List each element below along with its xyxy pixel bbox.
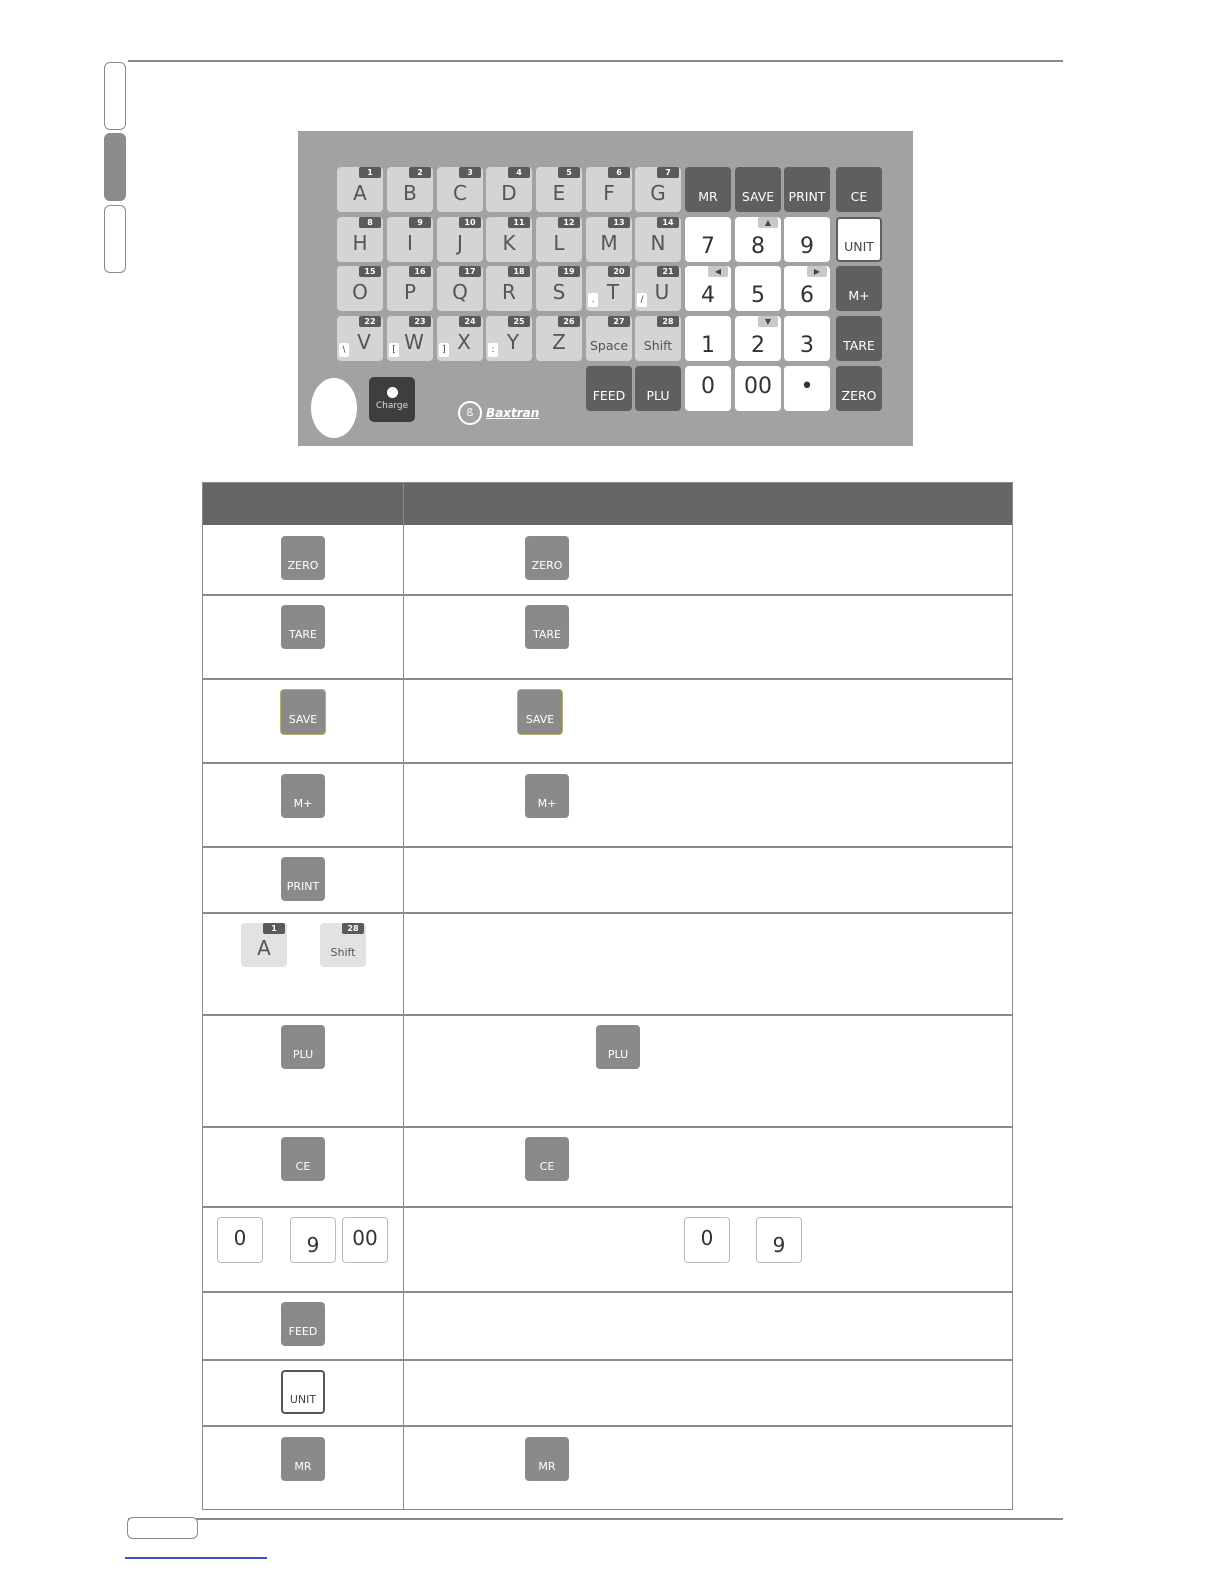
row-divider — [203, 1291, 1012, 1293]
digit-0-key-icon: 0 — [217, 1217, 263, 1263]
key-number-badge: 7 — [657, 167, 679, 178]
footer-rule — [128, 1518, 1063, 1520]
alpha-key-w-label: W — [404, 329, 424, 354]
alpha-key-o-label: O — [352, 279, 368, 304]
alpha-key-q-label: Q — [452, 279, 468, 304]
alpha-key-p[interactable] — [387, 266, 433, 311]
alpha-key-g-label: G — [650, 180, 666, 205]
page-number-box — [127, 1517, 198, 1539]
plu-key-icon: PLU — [281, 1025, 325, 1069]
alpha-key-x-label: X — [457, 329, 471, 354]
alpha-key-e[interactable] — [536, 167, 582, 212]
decimal-point-key-label: • — [800, 374, 814, 399]
zero-key-inline-icon: ZERO — [525, 536, 569, 580]
mr-key-icon: MR — [281, 1437, 325, 1481]
digit-1-key[interactable] — [685, 316, 731, 361]
side-tab-1[interactable] — [104, 62, 126, 130]
alpha-key-a-icon: 1 A — [241, 923, 287, 967]
key-number-badge: 25 — [508, 316, 530, 327]
key-symbol: ] — [439, 343, 449, 357]
feed-key-label: FEED — [592, 388, 626, 403]
tare-key[interactable] — [836, 316, 882, 361]
zero-key-icon: ZERO — [281, 536, 325, 580]
print-key-icon: PRINT — [281, 857, 325, 901]
alpha-key-shift-label: Shift — [643, 338, 673, 353]
alpha-key-d[interactable] — [486, 167, 532, 212]
ce-key[interactable] — [836, 167, 882, 212]
digit-00-key-label: 00 — [744, 374, 772, 399]
alpha-key-r[interactable] — [486, 266, 532, 311]
save-key[interactable] — [735, 167, 781, 212]
alpha-key-v-label: V — [357, 329, 371, 354]
key-number-badge: 20 — [608, 266, 630, 277]
row-divider — [203, 846, 1012, 848]
key-number-badge: 23 — [409, 316, 431, 327]
alpha-key-j[interactable] — [437, 217, 483, 262]
digit-7-key-label: 7 — [701, 234, 715, 259]
key-number-badge: 3 — [459, 167, 481, 178]
alpha-key-z[interactable] — [536, 316, 582, 361]
alpha-key-w[interactable] — [387, 316, 433, 361]
arrow-down-icon: ▼ — [758, 316, 778, 327]
column-divider — [403, 483, 404, 1509]
alpha-key-c-label: C — [453, 180, 467, 205]
unit-key-label: UNIT — [844, 239, 874, 254]
key-symbol: . — [588, 293, 598, 307]
alpha-key-y[interactable] — [486, 316, 532, 361]
key-number-badge: 9 — [409, 217, 431, 228]
key-number-badge: 1 — [263, 923, 285, 934]
alpha-key-j-label: J — [457, 230, 463, 255]
alpha-key-z-label: Z — [552, 329, 566, 354]
ce-key-inline-icon: CE — [525, 1137, 569, 1181]
key-number-badge: 16 — [409, 266, 431, 277]
key-number-badge: 6 — [608, 167, 630, 178]
alpha-key-t[interactable] — [586, 266, 632, 311]
digit-5-key-label: 5 — [751, 283, 765, 308]
digit-9-inline-icon: 9 — [756, 1217, 802, 1263]
digit-4-key-label: 4 — [701, 283, 715, 308]
charge-indicator — [369, 377, 415, 422]
alpha-key-h-label: H — [352, 230, 368, 255]
plu-key-label: PLU — [646, 388, 670, 403]
row-divider — [203, 1126, 1012, 1128]
side-tab-2-active[interactable] — [104, 133, 126, 201]
key-number-badge: 15 — [359, 266, 381, 277]
table-header — [203, 483, 1012, 525]
row-divider — [203, 1425, 1012, 1427]
digit-8-key-label: 8 — [751, 234, 765, 259]
arrow-left-icon: ◀ — [708, 266, 728, 277]
digit-00-key[interactable] — [735, 366, 781, 411]
digit-00-key-icon: 00 — [342, 1217, 388, 1263]
key-number-badge: 26 — [558, 316, 580, 327]
ce-key-label: CE — [850, 189, 868, 204]
alpha-key-n-label: N — [650, 230, 666, 255]
key-number-badge: 2 — [409, 167, 431, 178]
alpha-key-i[interactable] — [387, 217, 433, 262]
feed-key[interactable] — [586, 366, 632, 411]
alpha-key-shift[interactable] — [635, 316, 681, 361]
alpha-key-m[interactable] — [586, 217, 632, 262]
alpha-key-g[interactable] — [635, 167, 681, 212]
alpha-key-c[interactable] — [437, 167, 483, 212]
alpha-key-o[interactable] — [337, 266, 383, 311]
ce-key-icon: CE — [281, 1137, 325, 1181]
key-number-badge: 13 — [608, 217, 630, 228]
alpha-key-k[interactable] — [486, 217, 532, 262]
save-key-label: SAVE — [741, 189, 775, 204]
brand-logo — [458, 401, 539, 425]
mplus-key-icon: M+ — [281, 774, 325, 818]
save-key-inline-icon: SAVE — [517, 689, 563, 735]
digit-9-key-label: 9 — [800, 234, 814, 259]
tare-key-label: TARE — [843, 338, 875, 353]
digit-2-key-label: 2 — [751, 333, 765, 358]
alpha-key-b-label: B — [403, 180, 417, 205]
print-key[interactable] — [784, 167, 830, 212]
alpha-key-space-label: Space — [589, 338, 629, 353]
row-divider — [203, 762, 1012, 764]
alpha-key-f-label: F — [603, 180, 615, 205]
digit-3-key-label: 3 — [800, 333, 814, 358]
key-number-badge: 1 — [359, 167, 381, 178]
tare-key-inline-icon: TARE — [525, 605, 569, 649]
alpha-key-n[interactable] — [635, 217, 681, 262]
alpha-key-p-label: P — [403, 279, 417, 304]
digit-0-key[interactable] — [685, 366, 731, 411]
alpha-key-t-label: T — [606, 279, 620, 304]
row-divider — [203, 678, 1012, 680]
alpha-key-f[interactable] — [586, 167, 632, 212]
alpha-key-a[interactable] — [337, 167, 383, 212]
row-divider — [203, 1014, 1012, 1016]
alpha-key-i-label: I — [407, 230, 413, 255]
alpha-key-l[interactable] — [536, 217, 582, 262]
zero-key-label: ZERO — [841, 388, 877, 403]
key-number-badge: 5 — [558, 167, 580, 178]
alpha-key-k-label: K — [502, 230, 516, 255]
alpha-key-v[interactable] — [337, 316, 383, 361]
charge-led-icon — [387, 387, 398, 398]
key-number-badge: 24 — [459, 316, 481, 327]
alpha-key-h[interactable] — [337, 217, 383, 262]
key-number-badge: 19 — [558, 266, 580, 277]
arrow-right-icon: ▶ — [807, 266, 827, 277]
key-number-badge: 28 — [657, 316, 679, 327]
key-symbol: [ — [389, 343, 399, 357]
key-symbol: : — [488, 343, 498, 357]
digit-9-key-icon: 9 — [290, 1217, 336, 1263]
key-number-badge: 27 — [608, 316, 630, 327]
alpha-key-b[interactable] — [387, 167, 433, 212]
decimal-point-key[interactable] — [784, 366, 830, 411]
unit-key[interactable] — [836, 217, 882, 262]
key-number-badge: 22 — [359, 316, 381, 327]
digit-3-key[interactable] — [784, 316, 830, 361]
key-number-badge: 14 — [657, 217, 679, 228]
alpha-key-a-label: A — [353, 180, 367, 205]
key-symbol: / — [637, 293, 647, 307]
alpha-key-s[interactable] — [536, 266, 582, 311]
zero-key[interactable] — [836, 366, 882, 411]
digit-7-key[interactable] — [685, 217, 731, 262]
print-key-label: PRINT — [788, 189, 826, 204]
key-number-badge: 21 — [657, 266, 679, 277]
brand-name: Baxtran — [486, 406, 540, 420]
row-divider — [203, 912, 1012, 914]
row-divider — [203, 1359, 1012, 1361]
alpha-key-u[interactable] — [635, 266, 681, 311]
footer-link[interactable] — [125, 1557, 267, 1559]
digit-5-key[interactable] — [735, 266, 781, 311]
row-divider — [203, 1206, 1012, 1208]
mr-key-label: MR — [698, 189, 718, 204]
key-number-badge: 4 — [508, 167, 530, 178]
arrow-up-icon: ▲ — [758, 217, 778, 228]
alpha-key-q[interactable] — [437, 266, 483, 311]
key-number-badge: 17 — [459, 266, 481, 277]
shift-key-icon: 28 Shift — [320, 923, 366, 967]
key-symbol: \ — [339, 343, 349, 357]
side-tab-3[interactable] — [104, 205, 126, 273]
digit-1-key-label: 1 — [701, 333, 715, 358]
key-number-badge: 11 — [508, 217, 530, 228]
header-rule — [128, 60, 1063, 62]
feed-key-icon: FEED — [281, 1302, 325, 1346]
digit-0-key-label: 0 — [701, 374, 715, 399]
digit-6-key-label: 6 — [800, 283, 814, 308]
key-number-badge: 28 — [342, 923, 364, 934]
brand-mark-icon: ß — [458, 401, 482, 425]
mplus-key-inline-icon: M+ — [525, 774, 569, 818]
alpha-key-r-label: R — [502, 279, 516, 304]
key-number-badge: 12 — [558, 217, 580, 228]
mplus-key-label: M+ — [848, 288, 870, 303]
alpha-key-y-label: Y — [506, 329, 520, 354]
alpha-key-d-label: D — [501, 180, 517, 205]
alpha-key-space[interactable] — [586, 316, 632, 361]
mr-key-inline-icon: MR — [525, 1437, 569, 1481]
key-number-badge: 10 — [459, 217, 481, 228]
row-divider — [203, 594, 1012, 596]
charge-label: Charge — [375, 401, 409, 411]
plu-key[interactable] — [635, 366, 681, 411]
alpha-key-l-label: L — [553, 230, 565, 255]
unit-key-icon: UNIT — [281, 1370, 325, 1414]
plu-key-inline-icon: PLU — [596, 1025, 640, 1069]
mplus-key[interactable] — [836, 266, 882, 311]
power-indicator-oval — [311, 378, 357, 438]
alpha-key-m-label: M — [600, 230, 618, 255]
mr-key[interactable] — [685, 167, 731, 212]
alpha-key-u-label: U — [654, 279, 670, 304]
key-number-badge: 18 — [508, 266, 530, 277]
digit-0-inline-icon: 0 — [684, 1217, 730, 1263]
alpha-key-x[interactable] — [437, 316, 483, 361]
alpha-key-e-label: E — [552, 180, 566, 205]
alpha-key-s-label: S — [552, 279, 566, 304]
digit-9-key[interactable] — [784, 217, 830, 262]
save-key-icon: SAVE — [280, 689, 326, 735]
tare-key-icon: TARE — [281, 605, 325, 649]
key-number-badge: 8 — [359, 217, 381, 228]
